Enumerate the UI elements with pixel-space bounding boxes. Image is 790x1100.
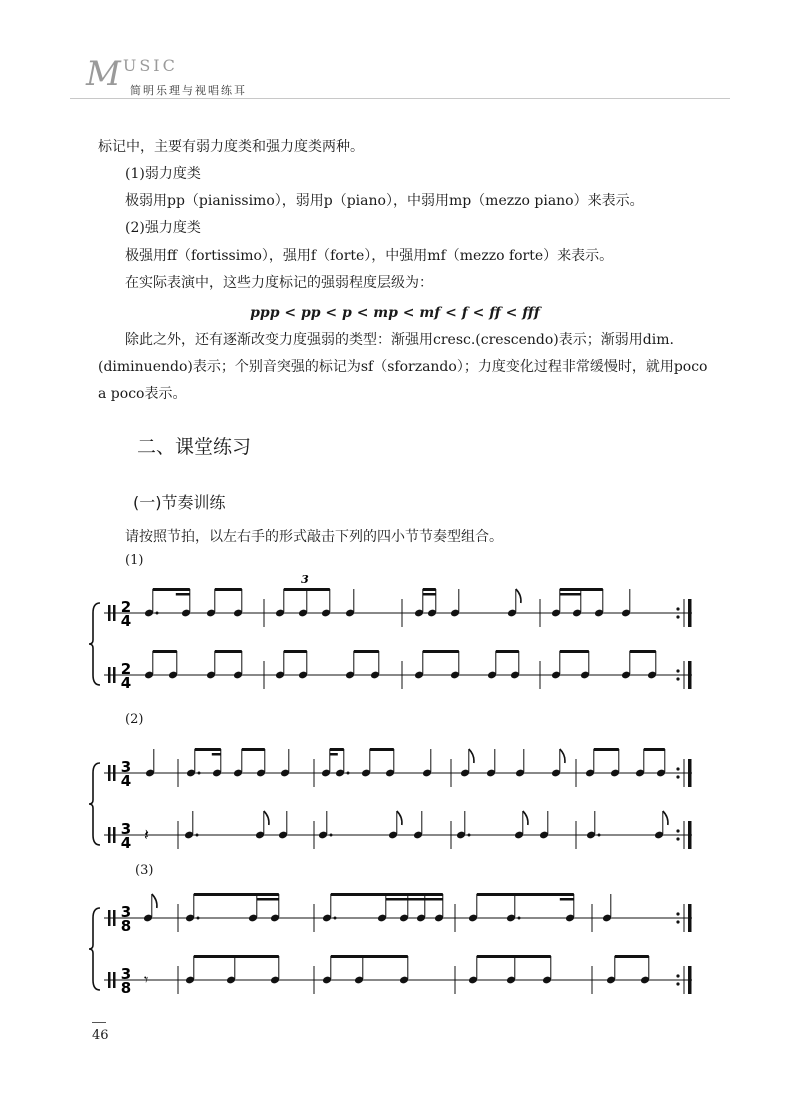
staff-brace xyxy=(89,908,100,990)
text-line-4: (2)强力度类 xyxy=(125,220,201,236)
page-number-rule xyxy=(92,1022,106,1023)
beam xyxy=(615,955,649,958)
note-dot xyxy=(518,917,521,920)
percussion-clef xyxy=(113,910,116,926)
text-line-3: 极弱用pp（pianissimo），弱用p（piano），中弱用mp（mezzo piano）来表示。 xyxy=(125,193,644,209)
beam xyxy=(153,588,190,591)
beam xyxy=(354,650,379,653)
text-line-9: (diminuendo)表示；个别音突强的标记为sf（sforzando）；力度变化过程非常缓慢时，就用poco xyxy=(98,359,708,375)
triplet-mark: 3 xyxy=(301,573,309,586)
time-sig-bottom: 4 xyxy=(120,612,132,630)
beam xyxy=(477,955,551,958)
beam xyxy=(423,650,459,653)
note-flag xyxy=(469,749,474,763)
note-dot xyxy=(198,772,201,775)
note-flag xyxy=(523,811,528,825)
time-sig-top: 2 xyxy=(120,660,132,678)
repeat-dot xyxy=(676,669,679,672)
repeat-dot xyxy=(676,677,679,680)
repeat-dot xyxy=(676,982,679,985)
repeat-dot xyxy=(676,912,679,915)
percussion-clef xyxy=(108,605,111,621)
note-flag xyxy=(663,811,668,825)
beam xyxy=(284,650,307,653)
repeat-dot xyxy=(676,615,679,618)
instruction: 请按照节拍，以左右手的形式敲击下列的四小节节奏型组合。 xyxy=(125,529,503,545)
beam-secondary xyxy=(423,593,436,596)
beam xyxy=(644,748,665,751)
time-sig-bottom: 8 xyxy=(120,979,132,997)
time-sig-top: 3 xyxy=(120,903,132,921)
text-line-10: a poco表示。 xyxy=(98,386,187,402)
text-line-2: (1)弱力度类 xyxy=(125,166,201,182)
note-dot xyxy=(196,834,199,837)
exercise-3-label: (3) xyxy=(135,863,154,878)
beam xyxy=(194,893,279,896)
page-number: 46 xyxy=(92,1028,109,1043)
beam xyxy=(215,650,242,653)
exercise-2-label: (2) xyxy=(125,712,144,727)
percussion-clef xyxy=(113,605,116,621)
percussion-clef xyxy=(113,765,116,781)
beam xyxy=(284,588,330,591)
beam xyxy=(331,955,408,958)
note-dot xyxy=(197,917,200,920)
note-dot xyxy=(347,772,350,775)
beam xyxy=(195,748,221,751)
staff-brace xyxy=(89,763,100,845)
music-logo: M $^{USIC}$ xyxy=(86,54,178,94)
beam xyxy=(331,893,443,896)
repeat-dot xyxy=(676,775,679,778)
repeat-dot xyxy=(676,837,679,840)
beam xyxy=(370,748,394,751)
rhythm-score-1 xyxy=(0,573,790,692)
text-line-1: 标记中，主要有弱力度类和强力度类两种。 xyxy=(98,139,364,155)
beam xyxy=(330,748,344,751)
percussion-clef xyxy=(108,827,111,843)
beam xyxy=(194,955,279,958)
header-rule xyxy=(70,98,730,99)
time-sig-bottom: 4 xyxy=(120,674,132,692)
time-sig-top: 3 xyxy=(120,820,132,838)
beam xyxy=(153,650,177,653)
percussion-clef xyxy=(108,667,111,683)
time-sig-bottom: 4 xyxy=(120,772,132,790)
time-sig-top: 3 xyxy=(120,758,132,776)
section-subtitle: (一)节奏训练 xyxy=(133,493,226,512)
repeat-dot xyxy=(676,920,679,923)
note-flag xyxy=(560,749,565,763)
percussion-clef xyxy=(113,827,116,843)
beam xyxy=(496,650,519,653)
beam-secondary xyxy=(257,898,279,901)
beam xyxy=(423,588,436,591)
barline-final-thick xyxy=(688,966,692,994)
percussion-clef xyxy=(113,667,116,683)
note-dot xyxy=(598,834,601,837)
note-flag xyxy=(397,811,402,825)
beam xyxy=(560,588,603,591)
note-dot xyxy=(334,917,337,920)
note-dot xyxy=(468,834,471,837)
page-header xyxy=(70,52,730,102)
beam-secondary xyxy=(330,753,338,756)
book-title: 简明乐理与视唱练耳 xyxy=(130,84,247,97)
note-flag xyxy=(152,894,157,908)
note-flag xyxy=(516,589,521,603)
beam-secondary xyxy=(386,898,443,901)
beam xyxy=(594,748,619,751)
text-line-8: 除此之外，还有逐渐改变力度强弱的类型：渐强用cresc.(crescendo)表示；渐弱用dim. xyxy=(125,332,674,348)
rest: 𝄾 xyxy=(144,970,149,989)
beam xyxy=(242,748,265,751)
percussion-clef xyxy=(113,972,116,988)
beam xyxy=(560,650,589,653)
beam-secondary xyxy=(560,898,574,901)
time-sig-bottom: 8 xyxy=(120,917,132,935)
repeat-dot xyxy=(676,767,679,770)
barline-final-thick xyxy=(688,904,692,932)
barline-final-thick xyxy=(688,599,692,627)
barline-final-thick xyxy=(688,821,692,849)
repeat-dot xyxy=(676,607,679,610)
percussion-clef xyxy=(108,765,111,781)
beam-secondary xyxy=(560,593,581,596)
percussion-clef xyxy=(108,910,111,926)
section-title: 二、课堂练习 xyxy=(137,436,252,458)
beam xyxy=(477,893,574,896)
note-flag xyxy=(264,811,269,825)
percussion-clef xyxy=(108,972,111,988)
exercise-1-label: (1) xyxy=(125,553,144,568)
rest: 𝄽 xyxy=(144,825,149,844)
note-dot xyxy=(156,612,159,615)
beam-secondary xyxy=(176,593,190,596)
repeat-dot xyxy=(676,829,679,832)
note-dot xyxy=(330,834,333,837)
barline-final-thick xyxy=(688,661,692,689)
time-sig-top: 2 xyxy=(120,598,132,616)
repeat-dot xyxy=(676,974,679,977)
staff-brace xyxy=(89,603,100,685)
rhythm-score-3 xyxy=(0,885,790,995)
beam xyxy=(630,650,656,653)
text-line-5: 极强用ff（fortissimo），强用f（forte），中强用mf（mezzo forte）来表示。 xyxy=(125,248,614,264)
beam-secondary xyxy=(212,753,221,756)
time-sig-top: 3 xyxy=(120,965,132,983)
time-sig-bottom: 4 xyxy=(120,834,132,852)
text-line-6: 在实际表演中，这些力度标记的强弱程度层级为： xyxy=(125,275,433,291)
barline-final-thick xyxy=(688,759,692,787)
rhythm-score-2 xyxy=(0,740,790,850)
dynamics-order: ppp < pp < p < mp < mf < f < ff < fff xyxy=(250,305,540,321)
beam xyxy=(215,588,242,591)
